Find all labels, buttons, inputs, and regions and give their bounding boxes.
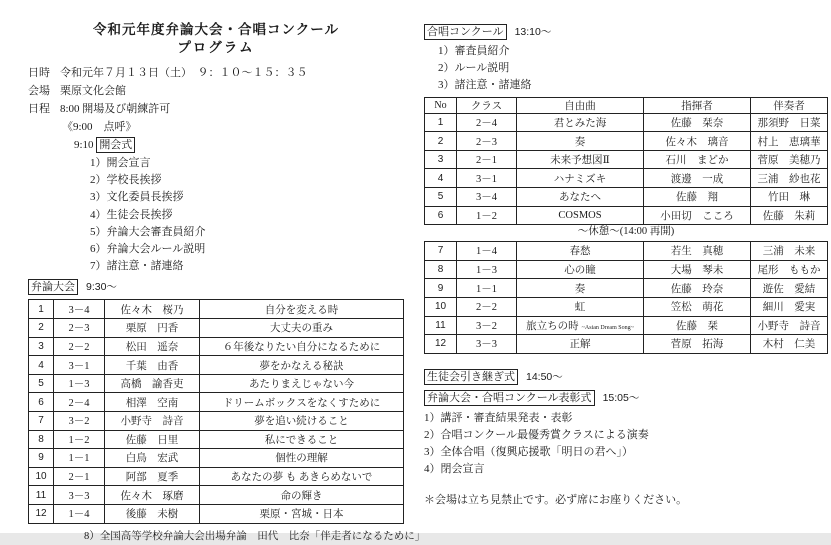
list-item: 3）文化委員長挨拶 bbox=[90, 191, 184, 204]
list-item: 2）ルール説明 bbox=[438, 62, 510, 75]
cell-name: 相澤 空南 bbox=[105, 393, 200, 412]
cell-conductor: 佐藤 玲奈 bbox=[644, 279, 751, 298]
table-row bbox=[29, 467, 404, 486]
cell-no: 12 bbox=[29, 504, 54, 523]
cell-song: 奏 bbox=[517, 132, 644, 151]
closing-items bbox=[424, 410, 828, 479]
cell-cls: 3－2 bbox=[457, 316, 517, 335]
cell-conductor: 佐藤 翔 bbox=[644, 187, 751, 206]
cell-cls: 2－3 bbox=[457, 132, 517, 151]
award-label: 弁論大会・合唱コンクール表彰式 bbox=[424, 390, 595, 406]
song-subtitle: ~Asian Dream Song~ bbox=[578, 324, 634, 331]
cell-song: 正解 bbox=[517, 335, 644, 354]
cell-conductor: 若生 真穂 bbox=[644, 242, 751, 261]
cell-cls: 1－3 bbox=[54, 374, 105, 393]
cell-song: 虹 bbox=[517, 297, 644, 316]
list-item: 4）閉会宣言 bbox=[424, 463, 485, 476]
cell-no: 1 bbox=[425, 113, 457, 132]
cell-no: 7 bbox=[425, 242, 457, 261]
cell-no: 5 bbox=[29, 374, 54, 393]
cell-cls: 1－4 bbox=[457, 242, 517, 261]
list-item: 6）弁論大会ルール説明 bbox=[90, 243, 206, 256]
table-row bbox=[29, 411, 404, 430]
cell-cls: 1－1 bbox=[457, 279, 517, 298]
table-row bbox=[29, 356, 404, 375]
datetime-label: 日時 bbox=[28, 67, 50, 79]
cell-cls: 2－2 bbox=[54, 337, 105, 356]
cell-name: 白鳥 宏武 bbox=[105, 449, 200, 468]
cell-conductor: 笠松 萌花 bbox=[644, 297, 751, 316]
cell-accompanist: 三浦 未来 bbox=[751, 242, 828, 261]
cell-no: 8 bbox=[29, 430, 54, 449]
table-row bbox=[425, 297, 828, 316]
cell-song: ハナミズキ bbox=[517, 169, 644, 188]
speech-contest-table bbox=[28, 299, 404, 523]
chorus-table-second-half bbox=[424, 241, 828, 354]
cell-no: 6 bbox=[425, 206, 457, 225]
cell-cls: 1－2 bbox=[54, 430, 105, 449]
cell-accompanist: 三浦 紗也花 bbox=[751, 169, 828, 188]
cell-no: 9 bbox=[29, 449, 54, 468]
table-row bbox=[29, 337, 404, 356]
cell-conductor: 石川 まどか bbox=[644, 150, 751, 169]
table-row bbox=[425, 316, 828, 335]
cell-no: 10 bbox=[29, 467, 54, 486]
cell-name: 高橋 諭香吏 bbox=[105, 374, 200, 393]
cell-no: 7 bbox=[29, 411, 54, 430]
cell-no: 4 bbox=[425, 169, 457, 188]
left-column bbox=[28, 20, 426, 545]
table-row bbox=[425, 260, 828, 279]
list-item: 1）審査員紹介 bbox=[438, 45, 510, 57]
handover-line bbox=[424, 367, 828, 388]
table-row bbox=[425, 150, 828, 169]
cell-title: 大丈夫の重み bbox=[200, 319, 404, 338]
cell-title: 自分を変える時 bbox=[200, 300, 404, 319]
speech-section-time: 9:30～ bbox=[86, 281, 117, 294]
cell-no: 6 bbox=[29, 393, 54, 412]
opening-ceremony-label: 開会式 bbox=[96, 137, 135, 153]
cell-title: あたりまえじゃない今 bbox=[200, 374, 404, 393]
cell-accompanist: 木村 仁美 bbox=[751, 335, 828, 354]
cell-name: 佐藤 日里 bbox=[105, 430, 200, 449]
cell-song: 君とみた海 bbox=[517, 113, 644, 132]
cell-no: 2 bbox=[29, 319, 54, 338]
table-row bbox=[425, 279, 828, 298]
cell-cls: 1－4 bbox=[54, 504, 105, 523]
datetime-value: 令和元年７月１３日（土） ９：１０～１５：３５ bbox=[60, 67, 308, 79]
chorus-section-time: 13:10～ bbox=[514, 26, 552, 38]
cell-no: 3 bbox=[29, 337, 54, 356]
cell-title: ドリームボックスをなくすために bbox=[200, 393, 404, 412]
table-row bbox=[29, 449, 404, 468]
cell-cls: 2－4 bbox=[54, 393, 105, 412]
cell-name: 佐々木 桜乃 bbox=[105, 300, 200, 319]
cell-name: 佐々木 琢磨 bbox=[105, 486, 200, 505]
cell-song: COSMOS bbox=[517, 206, 644, 225]
cell-no: 11 bbox=[29, 486, 54, 505]
chorus-table-first-half bbox=[424, 97, 828, 226]
cell-cls: 1－1 bbox=[54, 449, 105, 468]
cell-cls: 3－4 bbox=[54, 300, 105, 319]
col-header-class: クラス bbox=[457, 97, 517, 113]
chorus-section-line bbox=[424, 22, 828, 42]
list-item: 4）生徒会長挨拶 bbox=[90, 208, 173, 221]
table-row bbox=[425, 206, 828, 225]
cell-song: 春愁 bbox=[517, 242, 644, 261]
no-standing-note: ＊会場は立ち見禁止です。必ず席にお座りください。 bbox=[424, 493, 688, 506]
venue-value: 栗原文化会館 bbox=[60, 85, 126, 97]
opening-time: 9:10 bbox=[74, 139, 94, 151]
cell-name: 阿部 夏季 bbox=[105, 467, 200, 486]
cell-cls: 2－2 bbox=[457, 297, 517, 316]
cell-song: 旅立ちの時 ~Asian Dream Song~ bbox=[517, 316, 644, 335]
cell-song: 奏 bbox=[517, 279, 644, 298]
list-item: 3）全体合唱（復興応援歌「明日の君へ」） bbox=[424, 446, 633, 459]
list-item: 2）合唱コンクール最優秀賞クラスによる演奏 bbox=[424, 428, 649, 441]
cell-cls: 3－4 bbox=[457, 187, 517, 206]
cell-song: 未来予想図Ⅱ bbox=[517, 150, 644, 169]
cell-no: 3 bbox=[425, 150, 457, 169]
cell-cls: 3－2 bbox=[54, 411, 105, 430]
cell-no: 1 bbox=[29, 300, 54, 319]
page-title: 令和元年度弁論大会・合唱コンクール bbox=[93, 22, 339, 37]
cell-cls: 3－3 bbox=[54, 486, 105, 505]
cell-accompanist: 那須野 日菜 bbox=[751, 113, 828, 132]
schedule-value: 8:00 開場及び朝練許可 bbox=[60, 103, 171, 115]
cell-song: あなたへ bbox=[517, 187, 644, 206]
col-header-song: 自由曲 bbox=[517, 97, 644, 113]
opening-ceremony-line bbox=[28, 136, 404, 154]
list-item: 1）開会宣言 bbox=[90, 157, 151, 169]
table-row bbox=[425, 132, 828, 151]
cell-name: 千葉 由香 bbox=[105, 356, 200, 375]
cell-cls: 2－4 bbox=[457, 113, 517, 132]
venue-label: 会場 bbox=[28, 85, 50, 97]
list-item: 7）諸注意・諸連絡 bbox=[90, 260, 184, 273]
table-row bbox=[29, 319, 404, 338]
cell-accompanist: 細川 愛実 bbox=[751, 297, 828, 316]
cell-accompanist: 竹田 琳 bbox=[751, 187, 828, 206]
venue-line bbox=[28, 82, 404, 100]
handover-label: 生徒会引き継ぎ式 bbox=[424, 369, 518, 385]
cell-cls: 3－3 bbox=[457, 335, 517, 354]
cell-title: 夢をかなえる秘訣 bbox=[200, 356, 404, 375]
cell-conductor: 佐々木 璃音 bbox=[644, 132, 751, 151]
cell-no: 8 bbox=[425, 260, 457, 279]
cell-no: 5 bbox=[425, 187, 457, 206]
cell-name: 小野寺 詩音 bbox=[105, 411, 200, 430]
rollcall-line: 《9:00 点呼》 bbox=[62, 121, 137, 133]
cell-conductor: 渡邊 一成 bbox=[644, 169, 751, 188]
cell-conductor: 佐藤 栞奈 bbox=[644, 113, 751, 132]
schedule-label: 日程 bbox=[28, 103, 50, 115]
opening-ceremony-items bbox=[28, 155, 404, 275]
table-row bbox=[425, 242, 828, 261]
cell-conductor: 佐藤 栞 bbox=[644, 316, 751, 335]
cell-accompanist: 村上 恵璃華 bbox=[751, 132, 828, 151]
cell-accompanist: 尾形 ももか bbox=[751, 260, 828, 279]
cell-name: 栗原 円香 bbox=[105, 319, 200, 338]
closing-block bbox=[424, 367, 828, 479]
cell-cls: 1－2 bbox=[457, 206, 517, 225]
handover-time: 14:50～ bbox=[526, 370, 563, 383]
table-row bbox=[29, 393, 404, 412]
cell-cls: 3－1 bbox=[54, 356, 105, 375]
table-row bbox=[29, 374, 404, 393]
page-subtitle: プログラム bbox=[177, 40, 255, 55]
award-time: 15:05～ bbox=[602, 391, 640, 404]
cell-song: 心の瞳 bbox=[517, 260, 644, 279]
chorus-items bbox=[424, 43, 828, 95]
cell-name: 松田 遥奈 bbox=[105, 337, 200, 356]
col-header-no: No bbox=[425, 97, 457, 113]
cell-title: 命の輝き bbox=[200, 486, 404, 505]
speech-footnote: 8）全国高等学校弁論大会出場弁論 田代 比奈「伴走者になるために」 bbox=[84, 530, 426, 542]
cell-name: 後藤 未樹 bbox=[105, 504, 200, 523]
cell-no: 4 bbox=[29, 356, 54, 375]
table-row bbox=[29, 430, 404, 449]
chorus-table-header bbox=[425, 97, 828, 113]
list-item: 1）講評・審査結果発表・表彰 bbox=[424, 411, 573, 424]
cell-conductor: 大場 琴未 bbox=[644, 260, 751, 279]
speech-section-label: 弁論大会 bbox=[28, 279, 78, 295]
cell-accompanist: 菅原 美穂乃 bbox=[751, 150, 828, 169]
col-header-accompanist: 伴奏者 bbox=[751, 97, 828, 113]
cell-title: 夢を追い続けること bbox=[200, 411, 404, 430]
cell-cls: 1－3 bbox=[457, 260, 517, 279]
list-item: 2）学校長挨拶 bbox=[90, 174, 162, 187]
cell-conductor: 小田切 こころ bbox=[644, 206, 751, 225]
cell-no: 9 bbox=[425, 279, 457, 298]
speech-section-line bbox=[28, 277, 404, 297]
chorus-section-label: 合唱コンクール bbox=[424, 24, 507, 40]
cell-title: 栗原・宮城・日本 bbox=[200, 504, 404, 523]
cell-accompanist: 遊佐 愛結 bbox=[751, 279, 828, 298]
col-header-conductor: 指揮者 bbox=[644, 97, 751, 113]
table-row bbox=[425, 169, 828, 188]
cell-title: ６年後なりたい自分になるために bbox=[200, 337, 404, 356]
award-line bbox=[424, 388, 828, 409]
schedule-line bbox=[28, 100, 404, 118]
cell-cls: 2－3 bbox=[54, 319, 105, 338]
right-column bbox=[424, 22, 828, 508]
table-row bbox=[425, 335, 828, 354]
cell-conductor: 菅原 拓海 bbox=[644, 335, 751, 354]
cell-title: 個性の理解 bbox=[200, 449, 404, 468]
table-row bbox=[29, 300, 404, 319]
table-row bbox=[29, 486, 404, 505]
cell-title: あなたの夢 も あきらめないで bbox=[200, 467, 404, 486]
cell-title: 私にできること bbox=[200, 430, 404, 449]
table-row bbox=[29, 504, 404, 523]
list-item: 5）弁論大会審査員紹介 bbox=[90, 225, 206, 238]
cell-accompanist: 佐藤 朱莉 bbox=[751, 206, 828, 225]
cell-accompanist: 小野寺 詩音 bbox=[751, 316, 828, 335]
cell-cls: 2－1 bbox=[457, 150, 517, 169]
cell-cls: 2－1 bbox=[54, 467, 105, 486]
datetime-line bbox=[28, 64, 404, 82]
cell-no: 11 bbox=[425, 316, 457, 335]
break-notice: ～休憩～(14:00 再開) bbox=[577, 226, 675, 238]
list-item: 3）諸注意・諸連絡 bbox=[438, 79, 532, 92]
table-row bbox=[425, 187, 828, 206]
cell-no: 2 bbox=[425, 132, 457, 151]
cell-cls: 3－1 bbox=[457, 169, 517, 188]
cell-no: 10 bbox=[425, 297, 457, 316]
table-row bbox=[425, 113, 828, 132]
cell-no: 12 bbox=[425, 335, 457, 354]
